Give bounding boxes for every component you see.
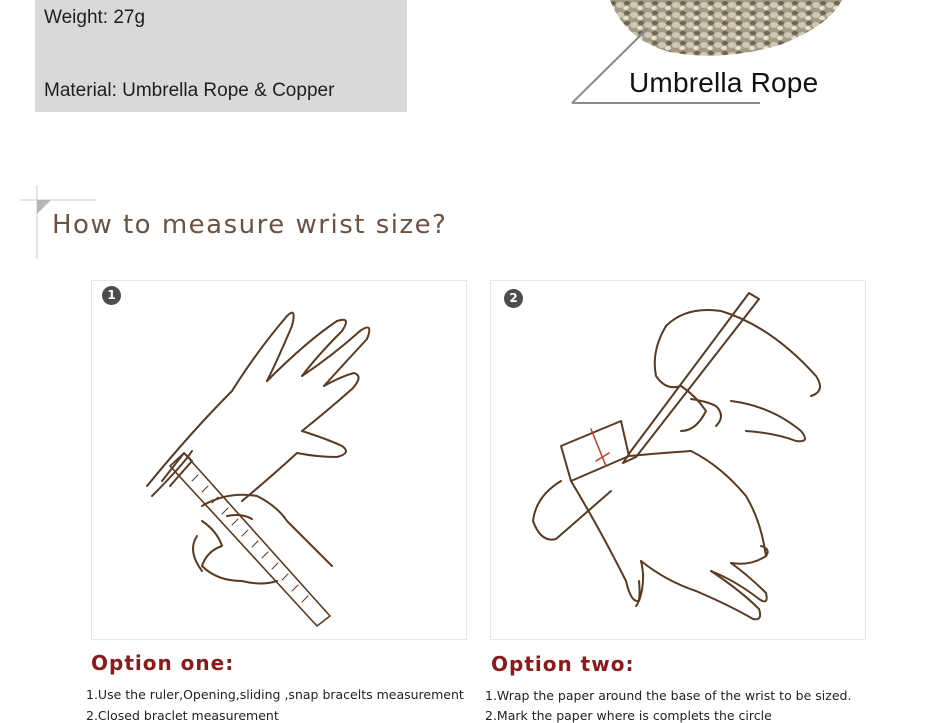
section-title: How to measure wrist size?	[52, 210, 448, 240]
option-one-line-2: 2.Closed braclet measurement	[86, 708, 279, 723]
paper-wrap-illustration	[491, 281, 867, 641]
option-two-title: Option two:	[491, 652, 635, 676]
weight-text: Weight: 27g	[44, 7, 146, 28]
option-two-line-1: 1.Wrap the paper around the base of the wrist to be sized.	[485, 688, 852, 703]
ruler-hand-illustration	[92, 281, 468, 641]
step-badge-two: 2	[504, 289, 523, 308]
spec-box	[35, 0, 407, 112]
rope-callout	[560, 0, 860, 115]
option-one-title: Option one:	[91, 651, 235, 675]
rope-label: Umbrella Rope	[629, 67, 819, 98]
measure-panel-one	[91, 280, 467, 640]
material-text: Material: Umbrella Rope & Copper	[44, 80, 335, 101]
option-one-line-1: 1.Use the ruler,Opening,sliding ,snap bracelts measurement	[86, 687, 464, 702]
measure-panel-two	[490, 280, 866, 640]
step-badge-one: 1	[102, 286, 121, 305]
option-two-line-2: 2.Mark the paper where is complets the circle	[485, 708, 772, 723]
